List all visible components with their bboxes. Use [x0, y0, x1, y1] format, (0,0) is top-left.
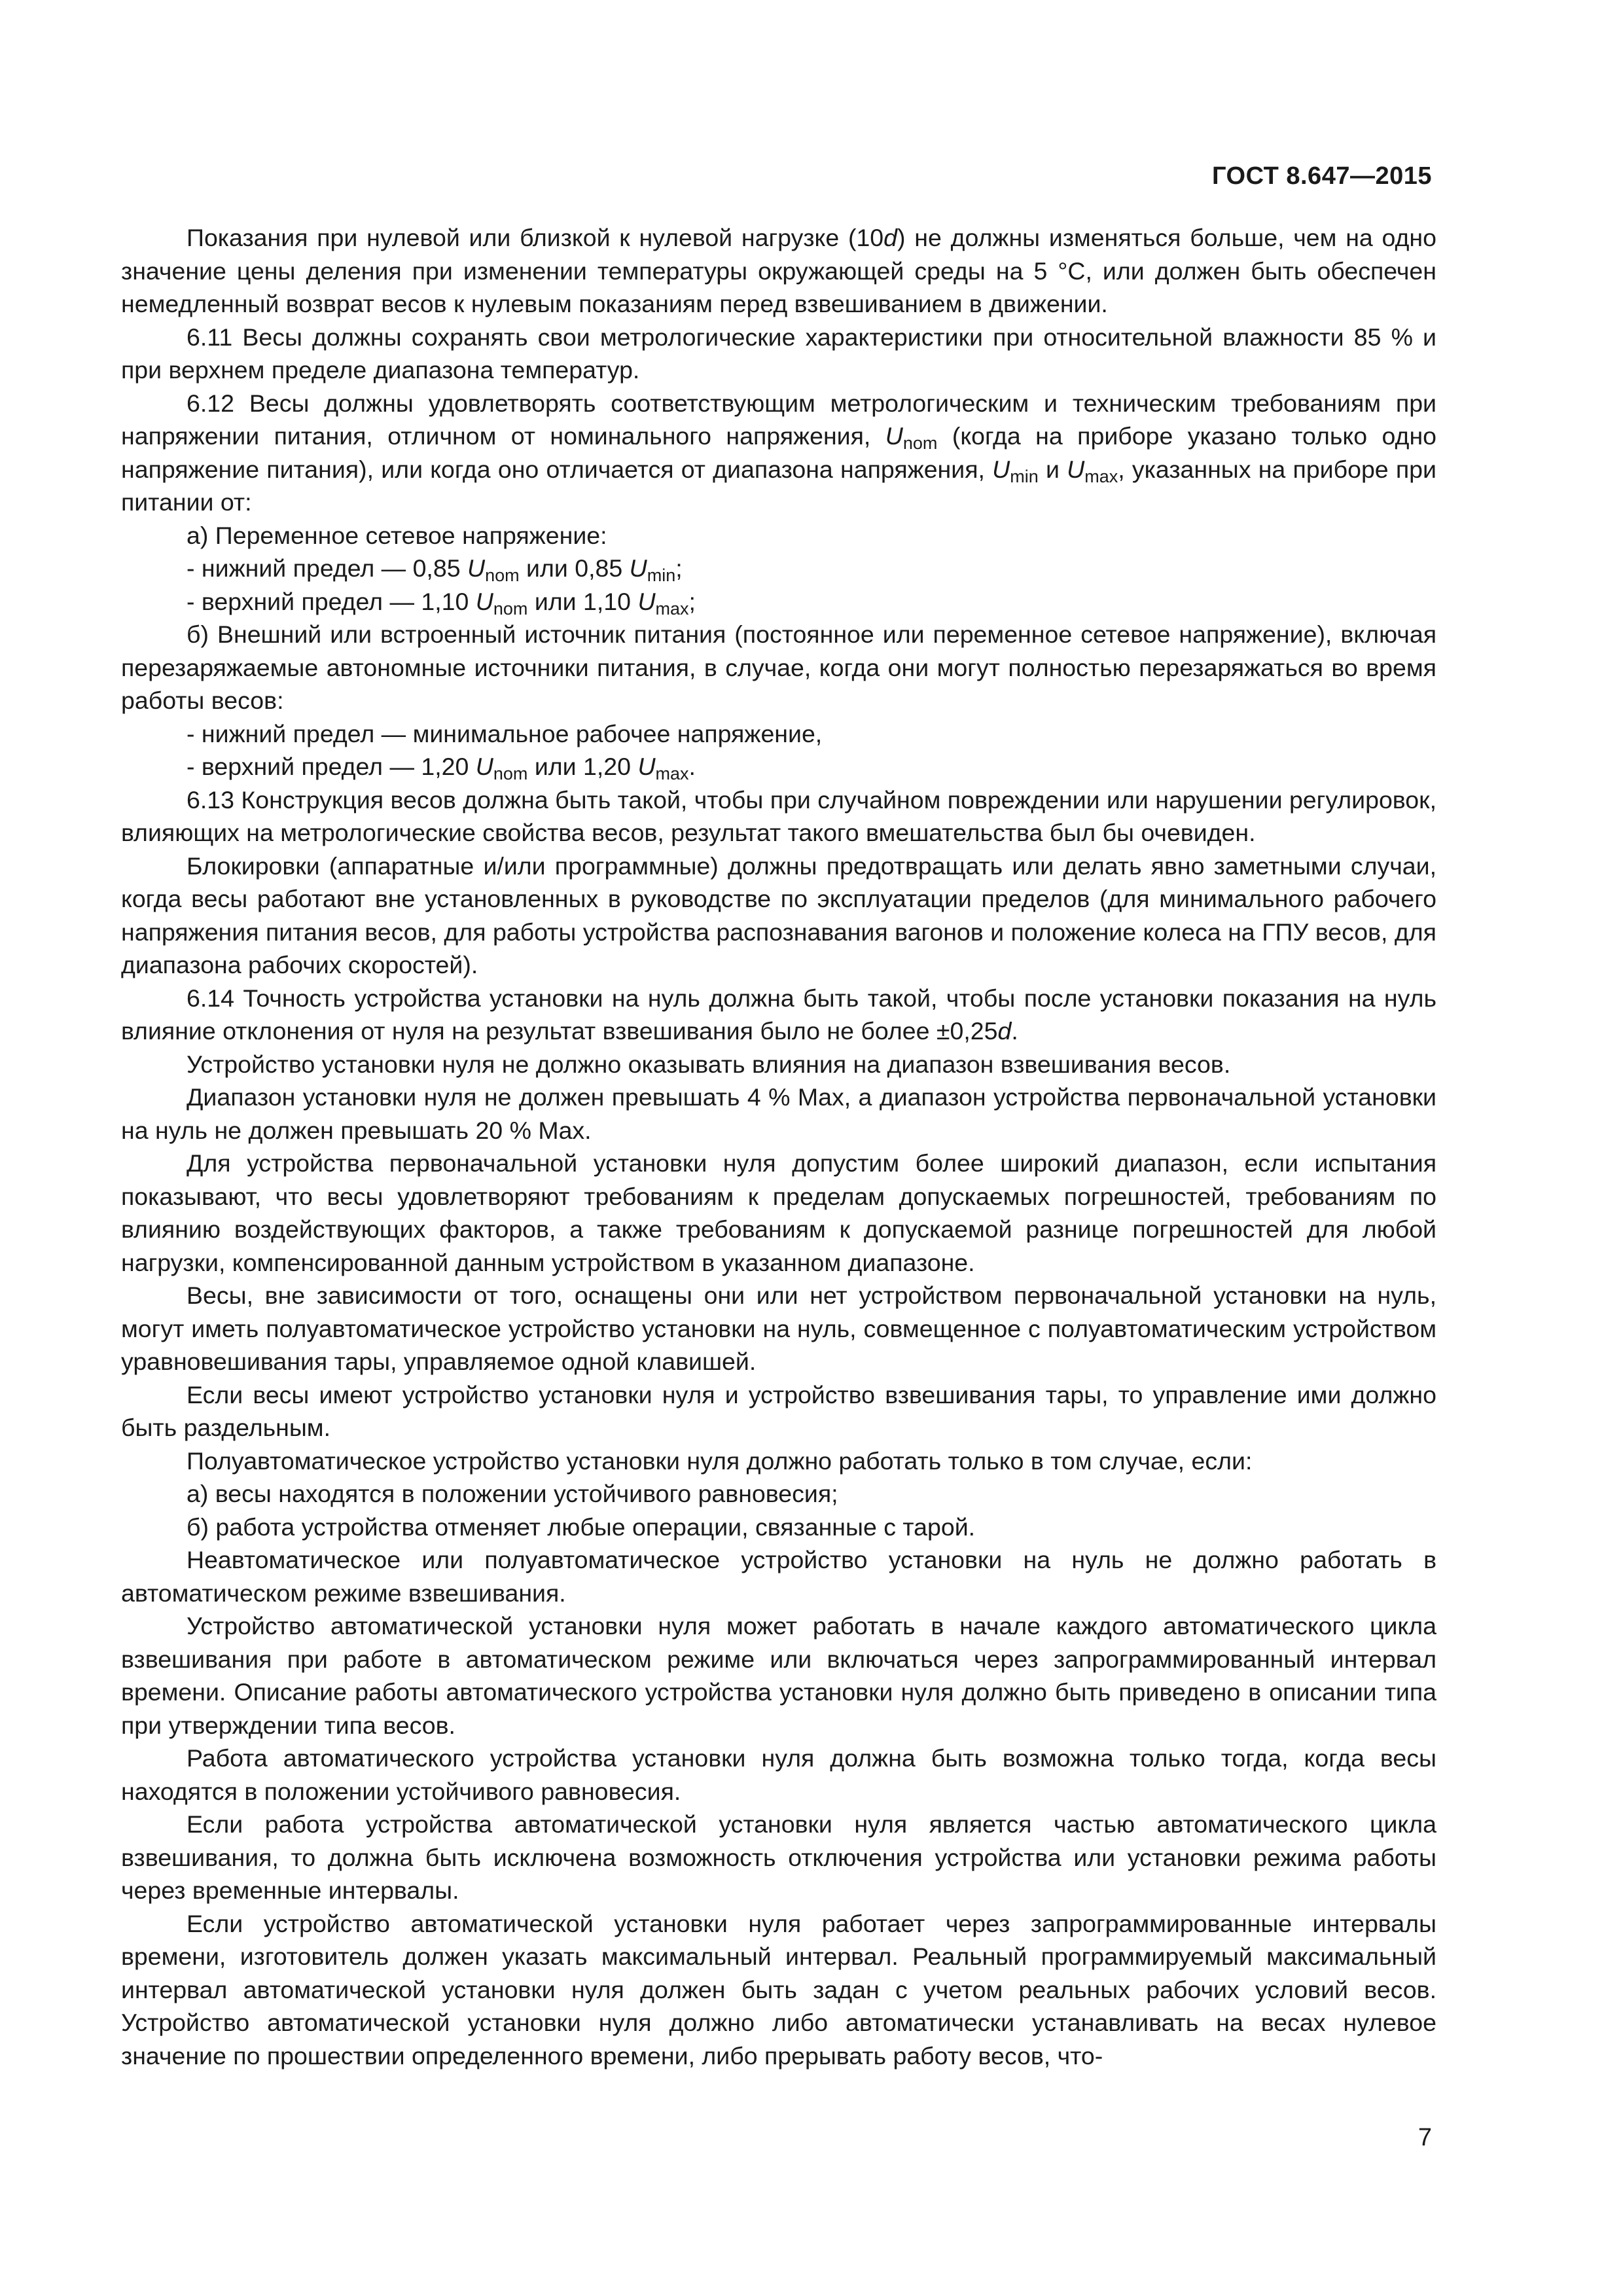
paragraph-6-14: 6.14 Точность устройства установки на нуль должна быть такой, чтобы после установки показания на нуль влияние отклонения от нуля на результат взвешивания было не более ±0,25d.: [121, 984, 1436, 1045]
paragraph-semiauto-condition: Полуавтоматическое устройство установки нуля должно работать только в том случае, если:: [187, 1446, 1253, 1475]
list-item-upper-limit-2: - верхний предел — 1,20 $U_{nom}$ или 1,20 $U_{max}$.: [187, 753, 696, 783]
paragraph-auto-zero-interval: Если устройство автоматической установки нуля работает через запрограммированные интервалы времени, изготовитель должен указать максимальный интервал. Реальный программируемый максимальный интервал автоматической установки нуля должен быть задан с учетом реальных рабочих условий весов. Устройство автоматической установки нуля должно либо автоматически устанавливать на весах нулевое значение по прошествии определенного времени, либо прерывать работу весов, что-: [121, 1909, 1436, 2070]
list-item-ac-voltage: а) Переменное сетевое напряжение:: [187, 521, 607, 549]
page-number: 7: [1418, 2124, 1432, 2151]
list-item-tare-cancel: б) работа устройства отменяет любые операции, связанные с тарой.: [187, 1513, 976, 1541]
list-item-min-voltage: - нижний предел — минимальное рабочее напряжение,: [187, 719, 823, 747]
paragraph-auto-zero-cycle: Устройство автоматической установки нуля может работать в начале каждого автоматического цикла взвешивания при работе в автоматическом режиме или включаться через запрограммированный интервал времени. Описание работы автоматического устройства установки нуля должно быть приведено в описании типа при утверждении типа весов.: [121, 1612, 1436, 1739]
paragraph-separate-control: Если весы имеют устройство установки нуля и устройство взвешивания тары, то управление ими должно быть раздельным.: [121, 1380, 1436, 1441]
paragraph-wider-range: Для устройства первоначальной установки нуля допустим более широкий диапазон, если испытания показывают, что весы удовлетворяют требованиям к пределам допускаемых погрешностей, требованиям по влиянию воздействующих факторов, а также требованиям к допускаемой разнице погрешностей для любой нагрузки, компенсированной данным устройством в указанном диапазоне.: [121, 1149, 1436, 1276]
paragraph-zero-device: Устройство установки нуля не должно оказывать влияния на диапазон взвешивания весов.: [187, 1050, 1231, 1078]
paragraph-6-11: 6.11 Весы должны сохранять свои метрологические характеристики при относительной влажности 85 % и при верхнем пределе диапазона температур.: [121, 323, 1436, 384]
paragraph-locks: Блокировки (аппаратные и/или программные) должны предотвращать или делать явно заметными случаи, когда весы работают вне установленных в руководстве по эксплуатации пределов (для минимального рабочего напряжения питания весов, для работы устройства распознавания вагонов и положение колеса на ГПУ весов, для диапазона рабочих скоростей).: [121, 852, 1436, 978]
paragraph-auto-zero-part: Если работа устройства автоматической установки нуля является частью автоматического цикла взвешивания, то должна быть исключена возможность отключения устройства или установки режима работы через временные интервалы.: [121, 1810, 1436, 1904]
list-item-lower-limit: - нижний предел — 0,85 $U_{nom}$ или 0,85 $U_{min}$;: [187, 554, 683, 585]
list-item-stable-equilibrium: а) весы находятся в положении устойчивого равновесия;: [187, 1480, 838, 1507]
list-item-upper-limit: - верхний предел — 1,10 $U_{nom}$ или 1,10 $U_{max}$;: [187, 587, 696, 619]
document-body: [121, 221, 1436, 2072]
paragraph-auto-zero-stable: Работа автоматического устройства установки нуля должна быть возможна только тогда, когда весы находятся в положении устойчивого равновесия.: [121, 1744, 1436, 1805]
paragraph-6-13: 6.13 Конструкция весов должна быть такой, чтобы при случайном повреждении или нарушении регулировок, влияющих на метрологические свойства весов, результат такого вмешательства был бы очевиден.: [121, 785, 1436, 846]
paragraph-power-source: б) Внешний или встроенный источник питания (постоянное или переменное сетевое напряжение), включая перезаряжаемые автономные источники питания, в случае, когда они могут полностью перезаряжаться во время работы весов:: [121, 620, 1436, 714]
document-code-header: ГОСТ 8.647—2015: [1212, 162, 1432, 190]
paragraph-non-auto-zero: Неавтоматическое или полуавтоматическое устройство установки на нуль не должно работать в автоматическом режиме взвешивания.: [121, 1546, 1436, 1607]
paragraph-6-12: 6.12 Весы должны удовлетворять соответствующим метрологическим и техническим требованиям при напряжении питания, отличном от номинального напряжения, $U_{nom}$ (когда на приборе указано только одно напряжение питания), или когда оно отличается от диапазона напряжения, $U_{min}$ и $U_{max}$, указанных на приборе при питании от:: [121, 389, 1437, 516]
paragraph-zero-readings: Показания при нулевой или близкой к нулевой нагрузке (10d) не должны изменяться больше, чем на одно значение цены деления при изменении температуры окружающей среды на 5 °С, или должен быть обеспечен немедленный возврат весов к нулевым показаниям перед взвешиванием в движении.: [121, 224, 1436, 317]
paragraph-semiauto-zero: Весы, вне зависимости от того, оснащены они или нет устройством первоначальной установки на нуль, могут иметь полуавтоматическое устройство установки на нуль, совмещенное с полуавтоматическим устройством уравновешивания тары, управляемое одной клавишей.: [121, 1282, 1436, 1375]
paragraph-zero-range: Диапазон установки нуля не должен превышать 4 % Max, а диапазон устройства первоначальной установки на нуль не должен превышать 20 % Max.: [121, 1083, 1436, 1144]
